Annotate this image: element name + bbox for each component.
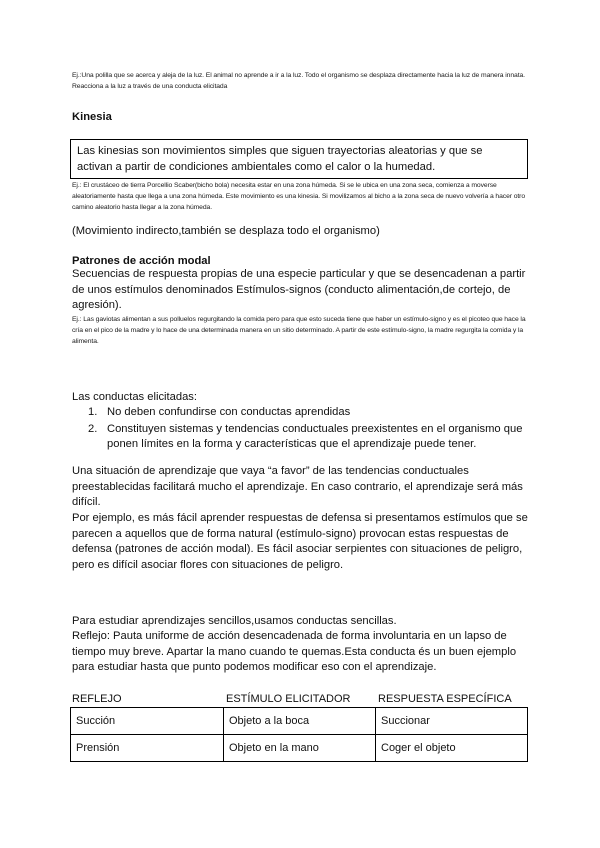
- list-number: 2.: [88, 422, 98, 435]
- aprendizaje-paragraph-2: Por ejemplo, es más fácil aprender respuestas de defensa si presentamos estímulos que se parecen a aquellos que de forma natural (estímulo-signo) provocan estas respuestas de defensa (patrones de acción modal). Es fácil asociar serpientes con situaciones de peligro, pero es difícil asociar flores con situaciones de peligro.: [72, 512, 528, 571]
- kinesia-definition-box: [70, 139, 528, 179]
- table-cell: Succión: [71, 708, 224, 735]
- list-number: 1.: [88, 406, 98, 418]
- list-item: [72, 422, 532, 453]
- table-header-cell: RESPUESTA ESPECÍFICA: [378, 693, 512, 705]
- list-item-text: Constituyen sistemas y tendencias conductuales preexistentes en el organismo que ponen límites en la forma y características que el aprendizaje puede tener.: [107, 422, 523, 450]
- kinesia-definition-text: Las kinesias son movimientos simples que siguen trayectorias aleatorias y que se activan a partir de condiciones ambientales como el calor o la humedad.: [77, 145, 483, 173]
- table-row: [71, 708, 528, 735]
- list-item: [72, 405, 532, 421]
- kinesia-example-text: Ej.: El crustáceo de tierra Porcellio Scaber(bicho bola) necesita estar en una zona húmeda. Si se le ubica en una zona seca, comienza a moverse aleatoriamente hasta que llega a una zona húmeda. Este movimiento es una kinesia. Si movilizamos al bicho a la zona seca de nuevo volvería a hacer otro camino aleatorio hasta llegar a la zona húmeda.: [72, 182, 526, 211]
- patrones-paragraph: Secuencias de respuesta propias de una especie particular y que se desencadenan a partir de unos estímulos denominados Estímulos-signos (conducto alimentación,de cortejo, de agresión).: [72, 268, 526, 311]
- table-cell: Coger el objeto: [376, 735, 528, 762]
- table-header: [72, 693, 532, 707]
- reflejo-definition: Reflejo: Pauta uniforme de acción desencadenada de forma involuntaria en un lapso de tiempo muy breve. Apartar la mano cuando te quemas.Esta conducta és un buen ejemplo para estudiar hasta que punto podemos modificar eso con el aprendizaje.: [72, 630, 517, 673]
- list-item-text: No deben confundirse con conductas aprendidas: [107, 406, 351, 418]
- table-row: [71, 735, 528, 762]
- reflejo-intro: Para estudiar aprendizajes sencillos,usamos conductas sencillas.: [72, 615, 397, 627]
- aprendizaje-paragraph-1: Una situación de aprendizaje que vaya “a favor” de las tendencias conductuales preestablecidas facilitará mucho el aprendizaje. En caso contrario, el aprendizaje será más difícil.: [72, 465, 523, 508]
- table-cell: Succionar: [376, 708, 528, 735]
- elicitadas-intro: Las conductas elicitadas:: [72, 391, 198, 403]
- kinesia-heading: Kinesia: [72, 111, 112, 123]
- table-cell: Prensión: [71, 735, 224, 762]
- table-cell: Objeto en la mano: [224, 735, 376, 762]
- table-cell: Objeto a la boca: [224, 708, 376, 735]
- patrones-example-text: Ej.: Las gaviotas alimentan a sus polluelos regurgitando la comida pero para que esto suceda tiene que haber un estímulo-signo y es el picoteo que hace la cría en el pico de la madre y lo hace de una determinada manera en un sitio determinado. A partir de este estímulo-signo, la madre regurgita la comida y la alimenta.: [72, 316, 526, 345]
- kinesia-note: (Movimiento indirecto,también se desplaza todo el organismo): [72, 225, 380, 237]
- elicitadas-list: [72, 405, 532, 453]
- table-header-cell: REFLEJO: [72, 693, 122, 705]
- table-header-cell: ESTÍMULO ELICITADOR: [226, 693, 351, 705]
- reflejos-table: [70, 707, 528, 762]
- patrones-heading: Patrones de acción modal: [72, 255, 211, 267]
- intro-example-text: Ej.:Una polilla que se acerca y aleja de la luz. El animal no aprende a ir a la luz. Todo el organismo se desplaza directamente hacia la luz de manera innata. Reacciona a la luz a través de una conducta elicitada: [72, 72, 525, 90]
